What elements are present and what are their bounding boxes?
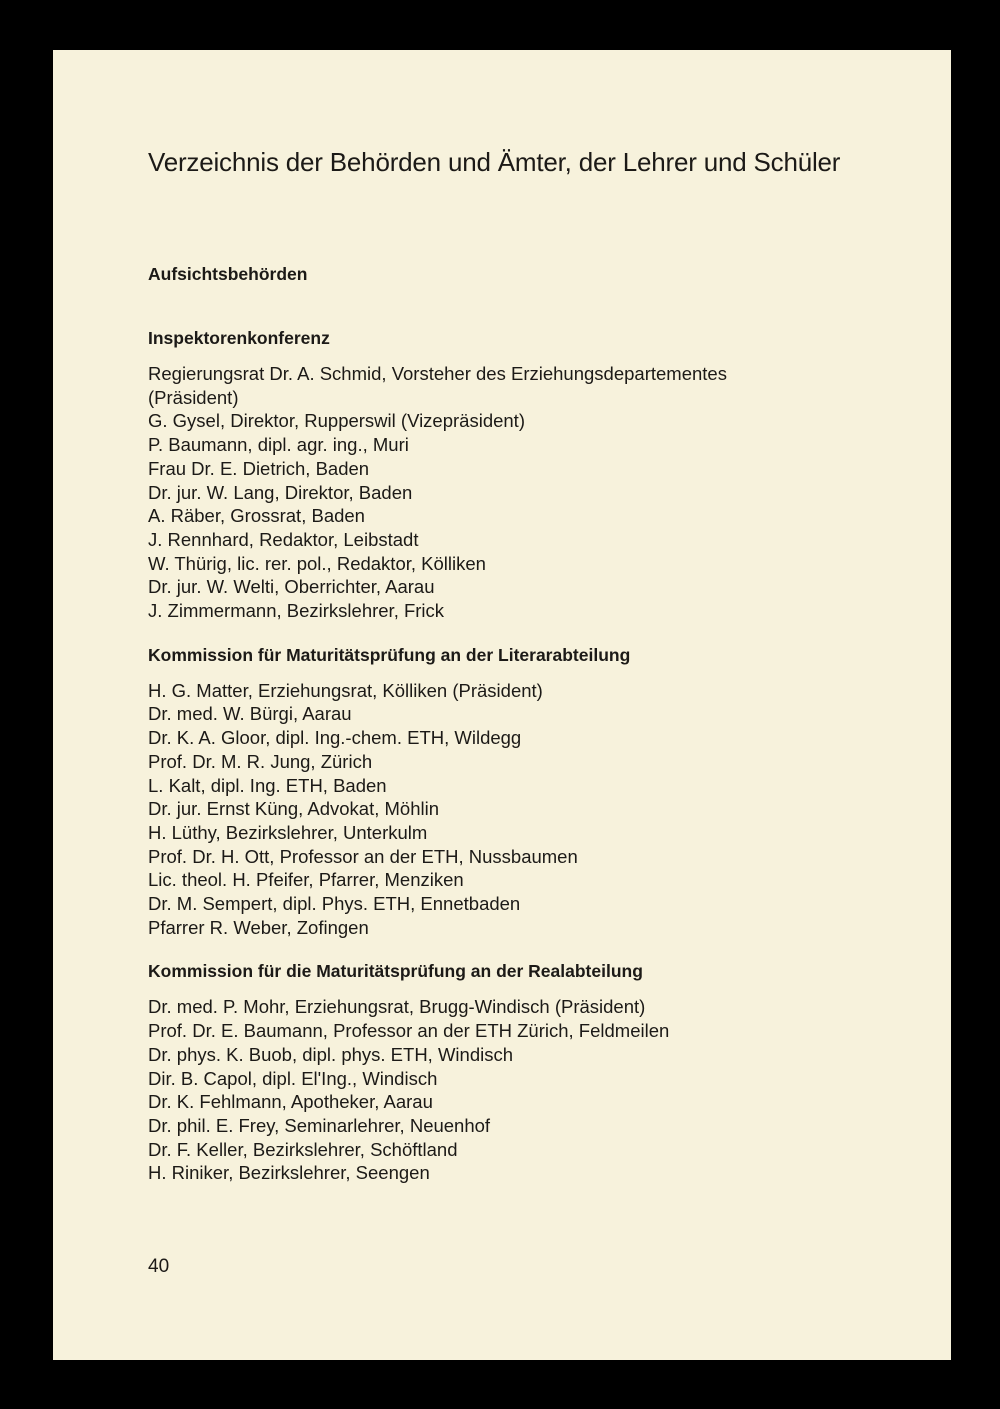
list-item: Dr. F. Keller, Bezirkslehrer, Schöftland xyxy=(148,1138,458,1160)
list-item: Dr. med. P. Mohr, Erziehungsrat, Brugg-Windisch (Präsident) xyxy=(148,996,646,1018)
list-item: W. Thürig, lic. rer. pol., Redaktor, Kölliken xyxy=(148,552,486,574)
document-page xyxy=(53,50,951,1360)
list-item: Pfarrer R. Weber, Zofingen xyxy=(148,916,369,938)
list-item: Dr. jur. W. Welti, Oberrichter, Aarau xyxy=(148,576,435,598)
section-heading-literarabteilung: Kommission für Maturitätsprüfung an der Literarabteilung xyxy=(148,644,631,665)
list-item: L. Kalt, dipl. Ing. ETH, Baden xyxy=(148,774,387,796)
list-item: P. Baumann, dipl. agr. ing., Muri xyxy=(148,434,409,456)
list-item: Dr. K. Fehlmann, Apotheker, Aarau xyxy=(148,1091,433,1113)
list-item: Lic. theol. H. Pfeifer, Pfarrer, Menziken xyxy=(148,869,464,891)
list-item: H. Riniker, Bezirkslehrer, Seengen xyxy=(148,1162,430,1184)
list-item: H. Lüthy, Bezirkslehrer, Unterkulm xyxy=(148,821,428,843)
list-item: Dr. med. W. Bürgi, Aarau xyxy=(148,703,352,725)
list-item: Prof. Dr. M. R. Jung, Zürich xyxy=(148,750,373,772)
list-item: Dr. phil. E. Frey, Seminarlehrer, Neuenhof xyxy=(148,1114,491,1136)
list-item: Dr. jur. Ernst Küng, Advokat, Möhlin xyxy=(148,798,440,820)
list-item: Dr. jur. W. Lang, Direktor, Baden xyxy=(148,481,413,503)
list-item: Frau Dr. E. Dietrich, Baden xyxy=(148,457,370,479)
section-list-literarabteilung xyxy=(148,679,908,940)
list-item: J. Rennhard, Redaktor, Leibstadt xyxy=(148,528,419,550)
list-item: J. Zimmermann, Bezirkslehrer, Frick xyxy=(148,600,445,622)
list-item: G. Gysel, Direktor, Rupperswil (Vizepräsident) xyxy=(148,410,525,432)
list-item: Prof. Dr. E. Baumann, Professor an der ETH Zürich, Feldmeilen xyxy=(148,1020,670,1042)
list-item: H. G. Matter, Erziehungsrat, Kölliken (Präsident) xyxy=(148,679,543,701)
list-item: (Präsident) xyxy=(148,386,239,408)
list-item: Dr. M. Sempert, dipl. Phys. ETH, Ennetbaden xyxy=(148,893,521,915)
section-list-inspektorenkonferenz xyxy=(148,362,908,623)
section-heading-inspektorenkonferenz: Inspektorenkonferenz xyxy=(148,328,330,348)
list-item: Dir. B. Capol, dipl. El'Ing., Windisch xyxy=(148,1067,438,1089)
list-item: Regierungsrat Dr. A. Schmid, Vorsteher des Erziehungsdepartementes xyxy=(148,363,727,384)
page-content xyxy=(148,146,908,1185)
section-heading-realabteilung: Kommission für die Maturitätsprüfung an der Realabteilung xyxy=(148,961,643,982)
list-item: A. Räber, Grossrat, Baden xyxy=(148,505,365,527)
main-heading: Aufsichtsbehörden xyxy=(148,264,308,284)
page-title: Verzeichnis der Behörden und Ämter, der Lehrer und Schüler xyxy=(148,147,841,177)
section-list-realabteilung xyxy=(148,995,908,1185)
page-number: 40 xyxy=(148,1256,170,1277)
list-item: Dr. phys. K. Buob, dipl. phys. ETH, Windisch xyxy=(148,1043,514,1065)
list-item: Prof. Dr. H. Ott, Professor an der ETH, Nussbaumen xyxy=(148,845,578,867)
list-item: Dr. K. A. Gloor, dipl. Ing.-chem. ETH, Wildegg xyxy=(148,727,522,749)
